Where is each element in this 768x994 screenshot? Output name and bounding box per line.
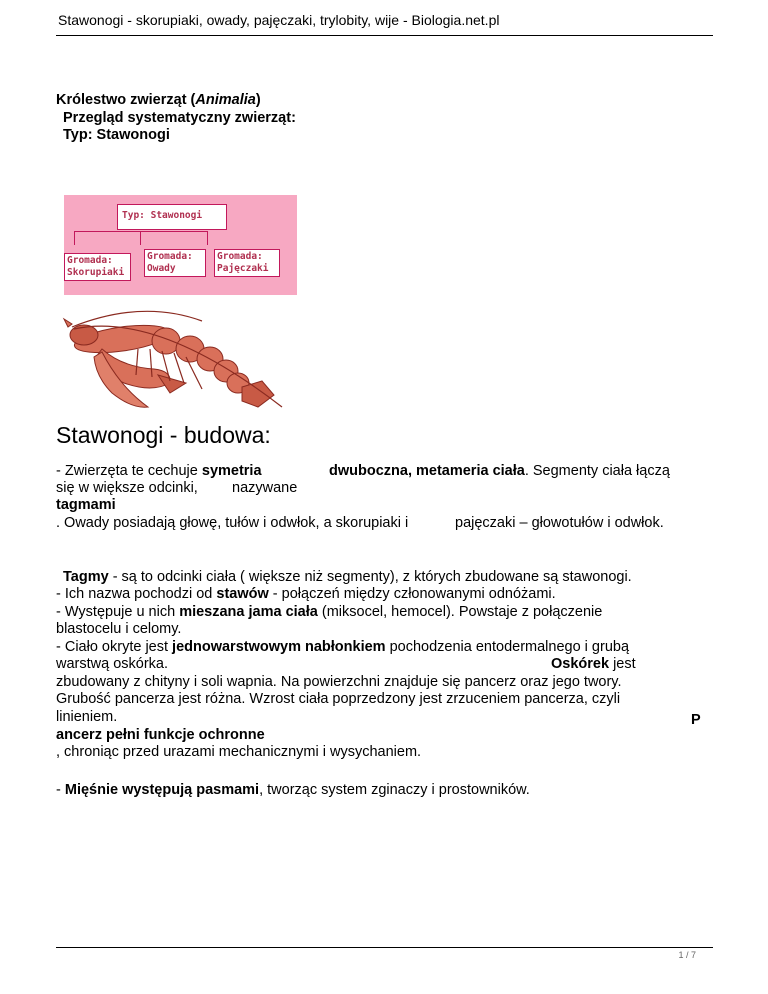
p1-line2: się w większe odcinki,	[56, 480, 198, 496]
text-span: - Występuje u nich	[56, 604, 180, 620]
diagram-child-box-skorupiaki	[64, 253, 131, 281]
kingdom-line	[56, 92, 261, 109]
p1-line1	[56, 463, 262, 480]
text-span: (miksocel, hemocel). Powstaje z połączenie	[317, 604, 603, 620]
p2-line9: linieniem.	[56, 709, 118, 725]
text-span: . Segmenty ciała łączą	[524, 463, 670, 479]
text-span: Mięśnie występują pasmami	[64, 782, 260, 798]
child-name: Pajęczaki	[217, 263, 269, 274]
footer-divider	[56, 947, 713, 948]
text-span: mieszana jama ciała	[179, 604, 318, 620]
p2-line11: , chroniąc przed urazami mechanicznymi i wysychaniem.	[56, 744, 422, 760]
p2-line8: Grubość pancerza jest różna. Wzrost ciała poprzedzony jest zrzuceniem pancerza, czyli	[56, 691, 621, 707]
p2-line9-cont: P	[691, 712, 701, 728]
text-span: -	[56, 782, 65, 798]
p1-line2-cont: nazywane	[232, 480, 298, 496]
child-name: Owady	[147, 263, 176, 274]
text-span: symetria	[201, 463, 262, 479]
section-heading: Stawonogi - budowa:	[56, 422, 271, 448]
p2-line10: ancerz pełni funkcje ochronne	[56, 727, 265, 743]
diagram-connector	[140, 231, 141, 245]
child-name: Skorupiaki	[67, 267, 125, 278]
child-label: Gromada:	[217, 251, 263, 262]
p1-line3: tagmami	[56, 497, 116, 513]
diagram-connector	[74, 231, 75, 245]
text-span: Oskórek	[551, 656, 610, 672]
type-line: Typ: Stawonogi	[63, 127, 170, 143]
p2-line5	[56, 639, 629, 656]
p1-line4: . Owady posiadają głowę, tułów i odwłok, a skorupiaki i	[56, 515, 409, 531]
diagram-connector	[207, 231, 208, 245]
p1-line4-cont: pajęczaki – głowotułów i odwłok.	[455, 515, 664, 531]
p2-line6-cont	[551, 656, 636, 673]
text-span: - Ich nazwa pochodzi od	[56, 586, 217, 602]
text-span: - są to odcinki ciała ( większe niż segmenty), z których zbudowane są stawonogi.	[108, 569, 632, 585]
p2-line6: warstwą oskórka.	[56, 656, 169, 672]
child-label: Gromada:	[67, 255, 113, 266]
text-span: jednowarstwowym nabłonkiem	[172, 639, 386, 655]
header-divider	[56, 35, 713, 36]
text-span: Tagmy	[63, 569, 109, 585]
kingdom-latin: Animalia	[195, 92, 256, 108]
text-span: - Zwierzęta te cechuje	[56, 463, 202, 479]
child-label: Gromada:	[147, 251, 193, 262]
overview-line: Przegląd systematyczny zwierząt:	[63, 110, 296, 126]
diagram-child-box-owady	[144, 249, 206, 277]
kingdom-suffix: )	[255, 92, 261, 108]
p2-line2	[56, 586, 556, 603]
text-span: - Ciało okryte jest	[56, 639, 173, 655]
kingdom-prefix: Królestwo zwierząt (	[56, 92, 196, 108]
page-header-title: Stawonogi - skorupiaki, owady, pajęczaki, trylobity, wije - Biologia.net.pl	[58, 12, 500, 28]
p2-line3	[56, 604, 602, 621]
lobster-illustration	[62, 297, 284, 417]
text-span: stawów	[216, 586, 269, 602]
p1-line1-cont	[329, 463, 670, 480]
text-span: jest	[609, 656, 636, 672]
text-span: pochodzenia entodermalnego i grubą	[385, 639, 630, 655]
p2-line1	[63, 569, 632, 586]
diagram-child-box-pajeczaki	[214, 249, 280, 277]
taxonomy-diagram	[64, 195, 297, 295]
diagram-root-box: Typ: Stawonogi	[117, 204, 227, 230]
p3-line1	[56, 782, 530, 799]
p2-line7: zbudowany z chityny i soli wapnia. Na powierzchni znajduje się pancerz oraz jego twory.	[56, 674, 622, 690]
text-span: - połączeń między członowanymi odnóżami.	[268, 586, 556, 602]
text-span: dwuboczna, metameria ciała	[329, 463, 525, 479]
text-span: , tworząc system zginaczy i prostowników.	[259, 782, 530, 798]
page-number: 1 / 7	[678, 950, 696, 960]
p2-line4: blastocelu i celomy.	[56, 621, 182, 637]
